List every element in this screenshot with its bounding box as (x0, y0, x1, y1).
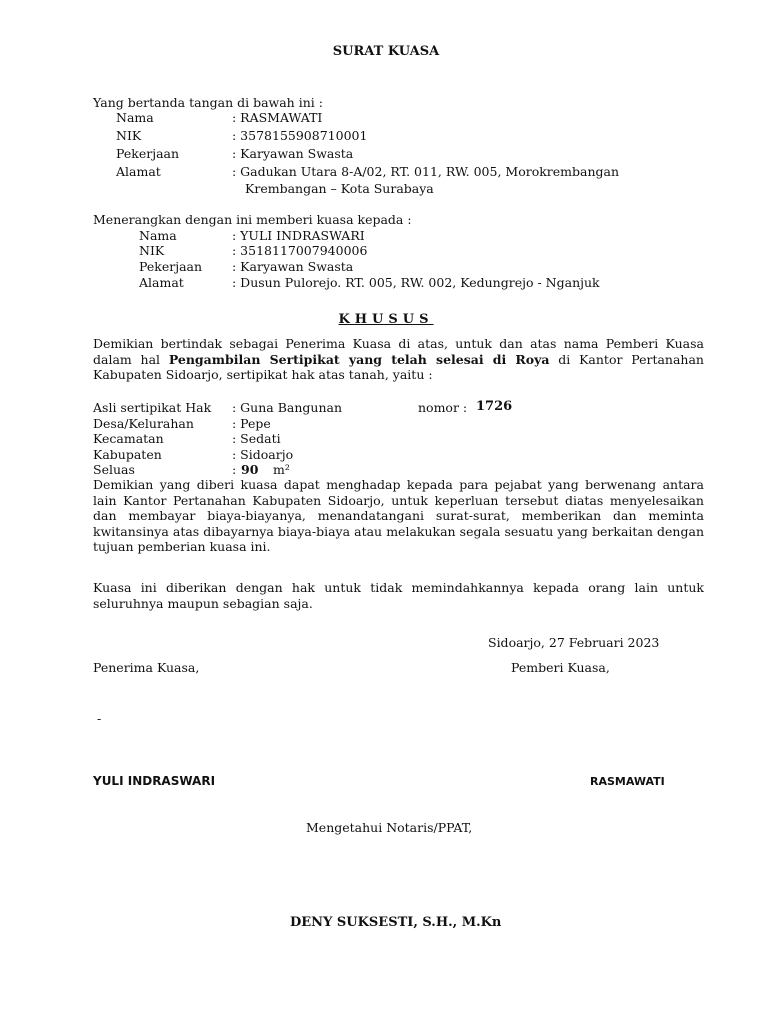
grantor-pekerjaan: : Karyawan Swasta (232, 146, 354, 161)
paragraph-restriction: Kuasa ini diberikan dengan hak untuk tidak memindahkannya kepada orang lain untuk seluruhnya maupun sebagian saja. (93, 580, 704, 611)
penerima-kuasa-name: YULI INDRASWARI (93, 774, 216, 788)
grantee-nik: : 3518117007940006 (232, 243, 368, 258)
place-date: Sidoarjo, 27 Februari 2023 (488, 635, 660, 650)
grantor-nik-label: NIK (116, 128, 142, 143)
grantee-pekerjaan: : Karyawan Swasta (232, 259, 354, 274)
grantor-alamat-label: Alamat (116, 164, 161, 179)
grantor-nama-label: Nama (116, 110, 154, 125)
grantor-nama: : RASMAWATI (232, 110, 323, 125)
grantor-pekerjaan-label: Pekerjaan (116, 146, 180, 161)
grantor-alamat-line2: Krembangan – Kota Surabaya (245, 181, 434, 196)
grantee-nik-label: NIK (139, 243, 165, 258)
intro2-text: Menerangkan dengan ini memberi kuasa kepada : (93, 212, 412, 227)
notaris-name: DENY SUKSESTI, S.H., M.Kn (290, 915, 502, 930)
paragraph-purpose (93, 336, 704, 383)
pemberi-kuasa-label: Pemberi Kuasa, (511, 660, 610, 675)
grantee-pekerjaan-label: Pekerjaan (139, 259, 203, 274)
cert-luas-value: 90 (241, 462, 259, 477)
penerima-kuasa-label: Penerima Kuasa, (93, 660, 200, 675)
cert-desa-label: Desa/Kelurahan (93, 416, 194, 431)
mengetahui-notaris: Mengetahui Notaris/PPAT, (306, 820, 473, 835)
cert-nomor: 1726 (476, 399, 513, 414)
document-title: SURAT KUASA (332, 44, 440, 59)
paragraph-purpose-bold: Pengambilan Sertipikat yang telah selesai di Roya (168, 351, 550, 367)
cert-hak-label: Asli sertipikat Hak (93, 400, 212, 415)
grantee-nama: : YULI INDRASWARI (232, 228, 365, 243)
cert-kecamatan: : Sedati (232, 431, 281, 446)
cert-nomor-label: nomor : (418, 400, 468, 415)
dash-mark: - (97, 711, 102, 726)
cert-luas-unit: m² (273, 462, 290, 477)
khusus-heading: KHUSUS (338, 312, 434, 327)
cert-desa: : Pepe (232, 416, 271, 431)
grantor-nik: : 3578155908710001 (232, 128, 368, 143)
grantee-nama-label: Nama (139, 228, 177, 243)
cert-kabupaten-label: Kabupaten (93, 447, 162, 462)
cert-luas-label: Seluas (93, 462, 135, 477)
cert-kabupaten: : Sidoarjo (232, 447, 294, 462)
paragraph-purpose-part2: di Kantor Pertanahan Kabupaten Sidoarjo, sertipikat hak atas tanah, yaitu : (93, 351, 704, 382)
grantor-alamat: : Gadukan Utara 8-A/02, RT. 011, RW. 005, Morokrembangan (232, 164, 620, 179)
intro-text: Yang bertanda tangan di bawah ini : (93, 95, 323, 110)
paragraph-purpose-part1: Demikian bertindak sebagai Penerima Kuasa di atas, untuk dan atas nama Pemberi Kuasa dalam hal (93, 336, 704, 367)
paragraph-authority: Demikian yang diberi kuasa dapat menghadap kepada para pejabat yang berwenang antara lain Kantor Pertanahan Kabupaten Sidoarjo, untuk keperluan tersebut diatas menyelesaikan dan membayar biaya-biayanya, menandatangani surat-surat, memberikan dan meminta kwitansinya atas dibayarnya biaya-biaya atau melakukan segala sesuatu yang berkaitan dengan tujuan pemberian kuasa ini. (93, 477, 704, 554)
grantee-alamat-label: Alamat (139, 275, 184, 290)
grantee-alamat: : Dusun Pulorejo. RT. 005, RW. 002, Kedungrejo - Nganjuk (232, 275, 600, 290)
pemberi-kuasa-name: RASMAWATI (590, 775, 665, 788)
cert-luas-colon: : (232, 462, 237, 477)
cert-kecamatan-label: Kecamatan (93, 431, 164, 446)
cert-hak: : Guna Bangunan (232, 400, 342, 415)
